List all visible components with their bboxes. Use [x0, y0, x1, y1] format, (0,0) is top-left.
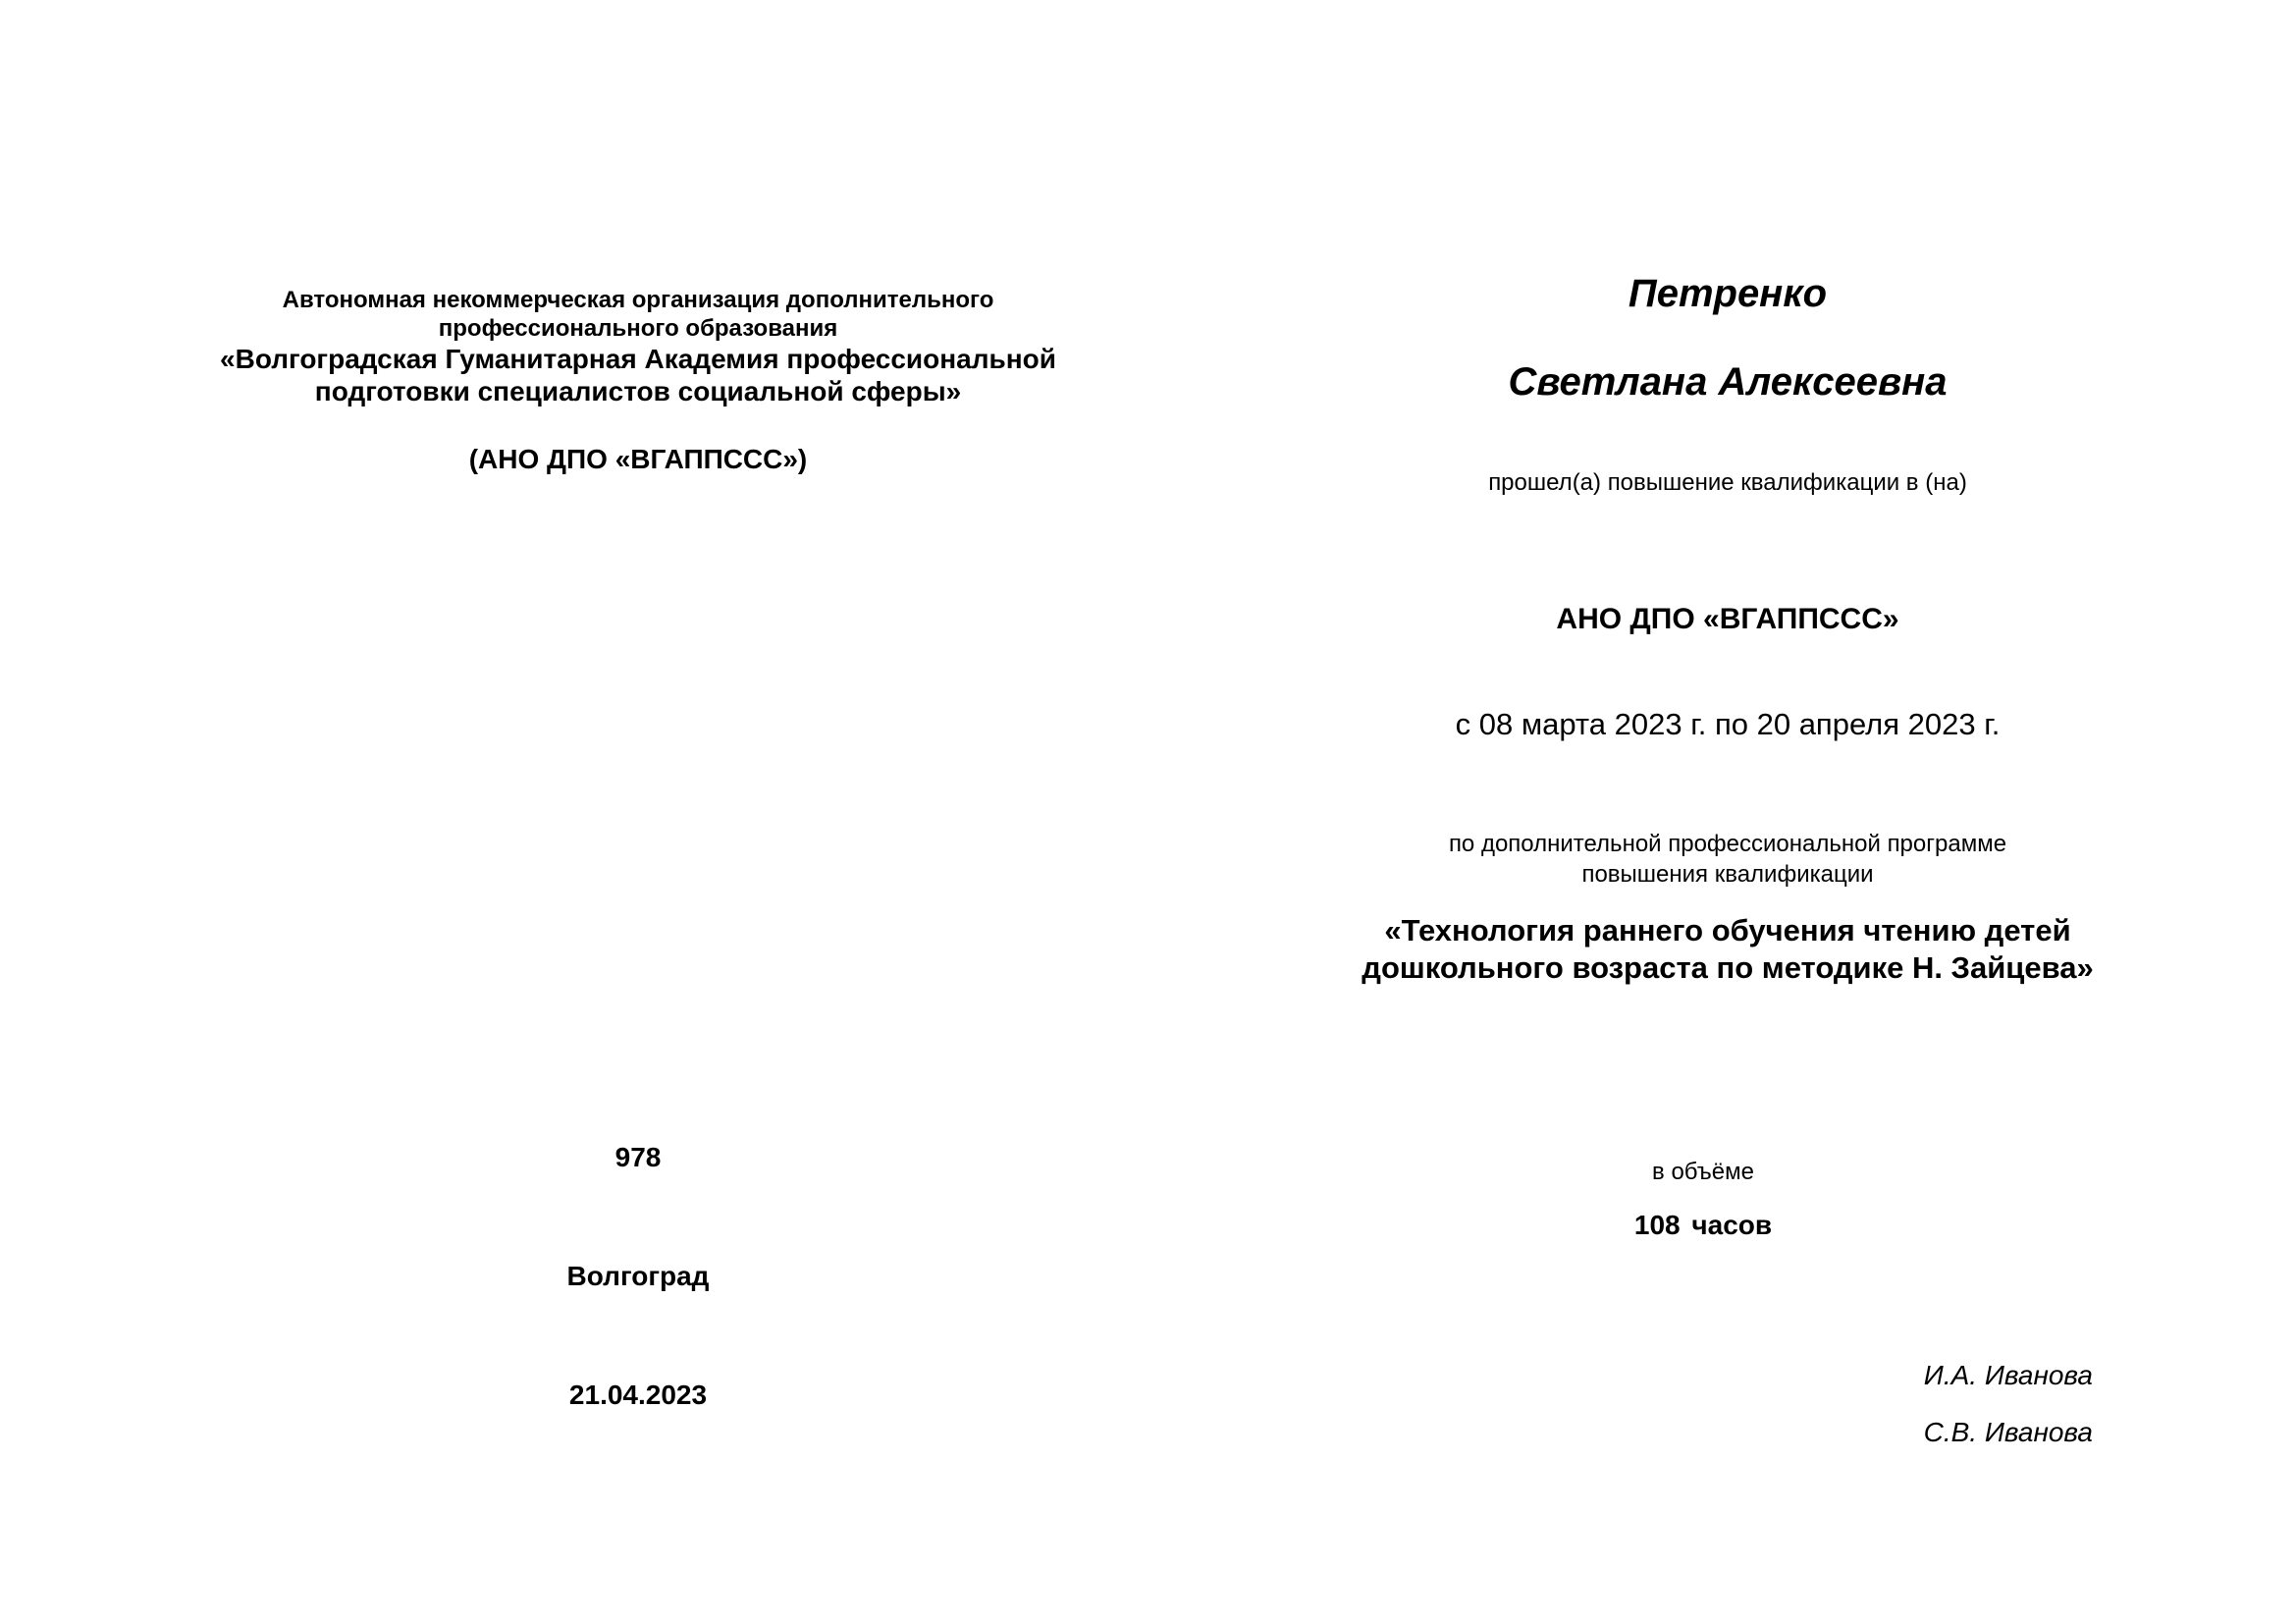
org-abbreviation: (АНО ДПО «ВГАППССС») [468, 444, 808, 474]
institution-abbreviation: АНО ДПО «ВГАППССС» [1556, 603, 1899, 635]
signatory-2: С.В. Иванова [1923, 1417, 2093, 1447]
document-number: 978 [614, 1142, 662, 1172]
recipient-given-name: Светлана Алексеевна [1508, 360, 1948, 404]
program-title-line1: «Технология раннего обучения чтению детей [1384, 913, 2071, 947]
signatory-1: И.А. Иванова [1923, 1360, 2093, 1390]
org-type-line1: Автономная некоммерческая организация дополнительного [282, 287, 994, 313]
org-name-line2: подготовки специалистов социальной сферы» [314, 376, 962, 406]
city: Волгоград [566, 1261, 710, 1291]
training-period: с 08 марта 2023 г. по 20 апреля 2023 г. [1455, 707, 2001, 741]
program-title-line2: дошкольного возраста по методике Н. Зайцева» [1362, 950, 2094, 985]
issue-date: 21.04.2023 [568, 1380, 708, 1410]
program-intro-line1: по дополнительной профессиональной программе [1448, 831, 2007, 857]
program-intro-line2: повышения квалификации [1581, 861, 1874, 888]
org-name-line1: «Волгоградская Гуманитарная Академия профессиональной [220, 344, 1056, 374]
volume-label: в объёме [1652, 1159, 1754, 1185]
hours-value: 108 часов [1633, 1210, 1773, 1240]
recipient-surname: Петренко [1628, 272, 1828, 315]
completed-text: прошел(а) повышение квалификации в (на) [1488, 469, 1967, 496]
org-type-line2: профессионального образования [438, 315, 838, 342]
